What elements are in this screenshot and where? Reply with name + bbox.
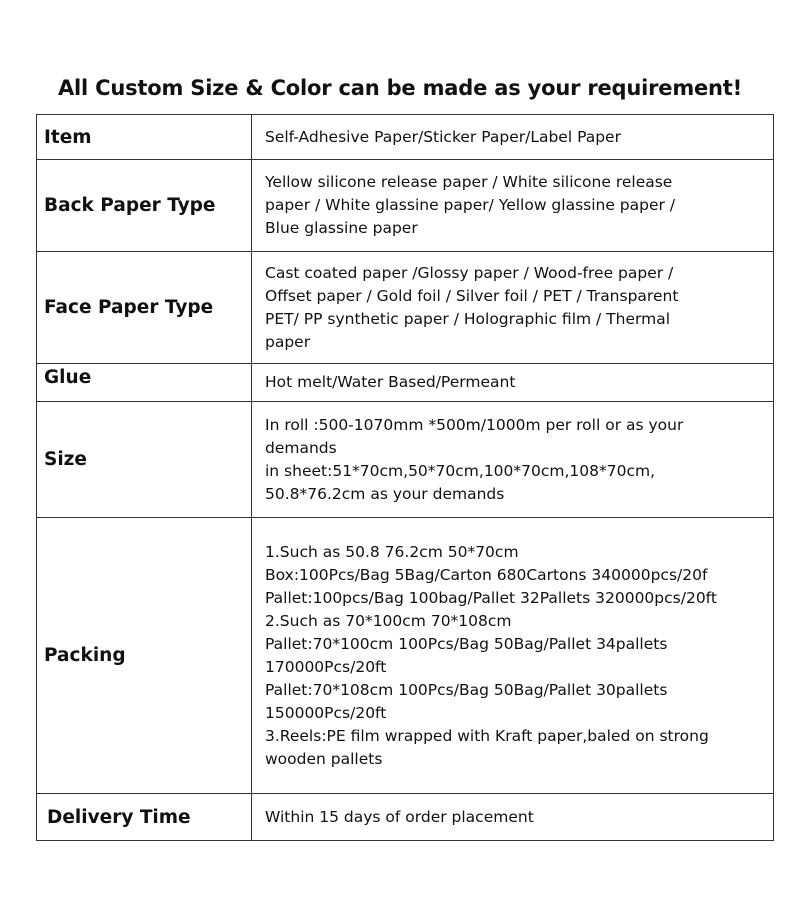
value-line: Self-Adhesive Paper/Sticker Paper/Label Paper bbox=[265, 127, 621, 146]
row-label-back-paper-type: Back Paper Type bbox=[37, 160, 252, 252]
value-line: paper bbox=[265, 332, 311, 351]
row-value-glue bbox=[252, 364, 774, 402]
row-label-delivery-time: Delivery Time bbox=[37, 794, 252, 841]
value-line: paper / White glassine paper/ Yellow glassine paper / bbox=[265, 196, 676, 214]
value-line: Offset paper / Gold foil / Silver foil / PET / Transparent bbox=[265, 286, 679, 305]
value-line: Pallet:70*100cm 100Pcs/Bag 50Bag/Pallet 34pallets bbox=[265, 634, 668, 653]
row-value-delivery-time bbox=[252, 794, 774, 841]
value-line: wooden pallets bbox=[265, 749, 383, 768]
value-line: Yellow silicone release paper / White silicone release bbox=[265, 173, 673, 191]
value-line: Within 15 days of order placement bbox=[265, 807, 534, 826]
row-label-glue: Glue bbox=[37, 364, 252, 402]
spec-table bbox=[36, 114, 774, 841]
table-row-item bbox=[37, 115, 774, 160]
row-label-item: Item bbox=[37, 115, 252, 160]
value-line: Cast coated paper /Glossy paper / Wood-free paper / bbox=[265, 263, 674, 282]
value-line: 2.Such as 70*100cm 70*108cm bbox=[265, 611, 512, 630]
value-line: 1.Such as 50.8 76.2cm 50*70cm bbox=[265, 542, 519, 561]
table-row-delivery-time bbox=[37, 794, 774, 841]
table-row-face-paper-type bbox=[37, 252, 774, 364]
row-value-size bbox=[252, 402, 774, 518]
table-row-glue bbox=[37, 364, 774, 402]
value-line: 50.8*76.2cm as your demands bbox=[265, 484, 505, 503]
value-line: in sheet:51*70cm,50*70cm,100*70cm,108*70cm, bbox=[265, 461, 656, 480]
table-row-packing bbox=[37, 518, 774, 794]
page-title: All Custom Size & Color can be made as your requirement! bbox=[57, 76, 743, 100]
value-line: 170000Pcs/20ft bbox=[265, 657, 387, 676]
row-label-face-paper-type: Face Paper Type bbox=[37, 252, 252, 364]
value-line: Box:100Pcs/Bag 5Bag/Carton 680Cartons 340000pcs/20f bbox=[265, 565, 708, 584]
row-label-size: Size bbox=[37, 402, 252, 518]
value-line: Blue glassine paper bbox=[265, 219, 418, 237]
row-value-item bbox=[252, 115, 774, 160]
table-row-size bbox=[37, 402, 774, 518]
value-line: 3.Reels:PE film wrapped with Kraft paper,baled on strong bbox=[265, 726, 709, 745]
value-line: Pallet:70*108cm 100Pcs/Bag 50Bag/Pallet 30pallets bbox=[265, 680, 668, 699]
row-value-packing bbox=[252, 518, 774, 794]
value-line: 150000Pcs/20ft bbox=[265, 703, 387, 722]
table-row-back-paper-type bbox=[37, 160, 774, 252]
value-line: In roll :500-1070mm *500m/1000m per roll or as your bbox=[265, 415, 684, 434]
row-value-back-paper-type bbox=[252, 160, 774, 252]
row-value-face-paper-type bbox=[252, 252, 774, 364]
value-line: PET/ PP synthetic paper / Holographic film / Thermal bbox=[265, 309, 671, 328]
value-line: Hot melt/Water Based/Permeant bbox=[265, 373, 516, 391]
row-label-packing: Packing bbox=[37, 518, 252, 794]
value-line: demands bbox=[265, 438, 337, 457]
value-line: Pallet:100pcs/Bag 100bag/Pallet 32Pallets 320000pcs/20ft bbox=[265, 588, 717, 607]
